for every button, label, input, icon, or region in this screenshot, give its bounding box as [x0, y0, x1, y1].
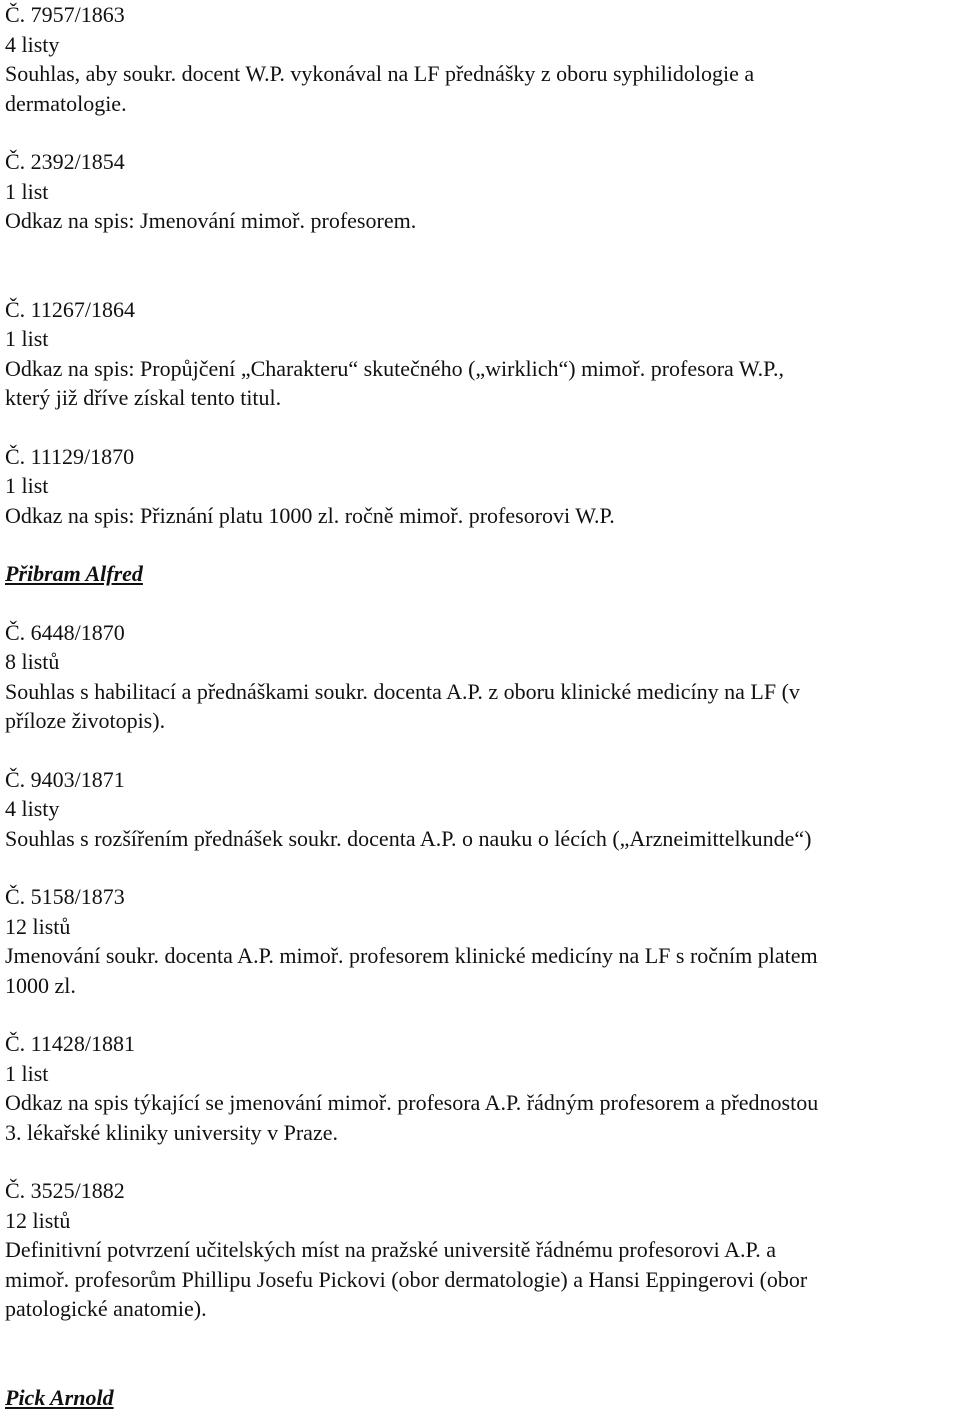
archive-entry: [5, 147, 955, 236]
entry-number: Č. 2392/1854: [5, 149, 125, 174]
entry-description-line: Odkaz na spis: Propůjčení „Charakteru“ skutečného („wirklich“) mimoř. profesora W.P.,: [5, 355, 784, 381]
archive-entry: [5, 765, 955, 854]
archive-entry: [5, 1029, 955, 1147]
entry-number: Č. 7957/1863: [5, 2, 125, 27]
entry-description-line: příloze životopis).: [5, 708, 166, 733]
entry-description-line: mimoř. profesorům Phillipu Josefu Pickovi (obor dermatologie) a Hansi Eppingerovi (obor: [5, 1266, 808, 1292]
entry-sheet-count: 1 list: [5, 1060, 49, 1086]
archive-entry: [5, 1176, 955, 1324]
spacer: [5, 1000, 955, 1029]
spacer: [5, 1324, 955, 1383]
archive-entry: [5, 882, 955, 1000]
entry-description-line: 1000 zl.: [5, 972, 76, 998]
spacer: [5, 589, 955, 618]
spacer: [5, 118, 955, 147]
entry-sheet-count: 1 list: [5, 178, 49, 204]
entry-number: Č. 3525/1882: [5, 1178, 125, 1203]
entry-description-line: 3. lékařské kliniky university v Praze.: [5, 1119, 338, 1145]
entry-sheet-count: 12 listů: [5, 913, 71, 939]
document-page: [5, 0, 955, 1412]
entry-description-line: Souhlas, aby soukr. docent W.P. vykonával na LF přednášky z oboru syphilidologie a: [5, 61, 755, 86]
entry-description-line: Souhlas s habilitací a přednáškami soukr. docenta A.P. z oboru klinické medicíny na LF (v: [5, 678, 800, 704]
person-heading: Pick Arnold: [5, 1384, 114, 1410]
entry-sheet-count: 12 listů: [5, 1207, 71, 1233]
entry-description-line: Odkaz na spis: Jmenování mimoř. profesorem.: [5, 208, 417, 233]
archive-entry: [5, 0, 955, 118]
spacer: [5, 1147, 955, 1176]
spacer: [5, 853, 955, 882]
entry-description-line: dermatologie.: [5, 90, 127, 116]
entry-number: Č. 9403/1871: [5, 766, 125, 792]
entry-number: Č. 11428/1881: [5, 1031, 135, 1056]
entry-number: Č. 11129/1870: [5, 443, 135, 469]
archive-entry: [5, 442, 955, 531]
entry-number: Č. 5158/1873: [5, 884, 125, 909]
entry-description-line: Jmenování soukr. docenta A.P. mimoř. profesorem klinické medicíny na LF s ročním platem: [5, 943, 818, 968]
entry-description-line: patologické anatomie).: [5, 1296, 207, 1321]
entry-description-line: Odkaz na spis: Přiznání platu 1000 zl. ročně mimoř. profesorovi W.P.: [5, 502, 615, 528]
archive-entry: [5, 295, 955, 413]
archive-entry: [5, 618, 955, 736]
entry-description-line: který již dříve získal tento titul.: [5, 385, 282, 410]
entry-sheet-count: 8 listů: [5, 649, 60, 674]
entry-sheet-count: 4 listy: [5, 796, 60, 821]
spacer: [5, 236, 955, 295]
entry-number: Č. 11267/1864: [5, 296, 135, 322]
entry-sheet-count: 4 listy: [5, 31, 60, 57]
person-heading: Přibram Alfred: [5, 561, 143, 586]
entry-description-line: Odkaz na spis týkající se jmenování mimoř. profesora A.P. řádným profesorem a přednostou: [5, 1090, 819, 1115]
spacer: [5, 736, 955, 765]
spacer: [5, 413, 955, 442]
entry-sheet-count: 1 list: [5, 473, 49, 498]
entry-description-line: Definitivní potvrzení učitelských míst na pražské universitě řádnému profesorovi A.P. a: [5, 1237, 777, 1262]
spacer: [5, 530, 955, 559]
entry-description-line: Souhlas s rozšířením přednášek soukr. docenta A.P. o nauku o lécích („Arzneimittelkunde“): [5, 825, 812, 851]
entry-number: Č. 6448/1870: [5, 619, 125, 645]
entry-sheet-count: 1 list: [5, 326, 49, 351]
